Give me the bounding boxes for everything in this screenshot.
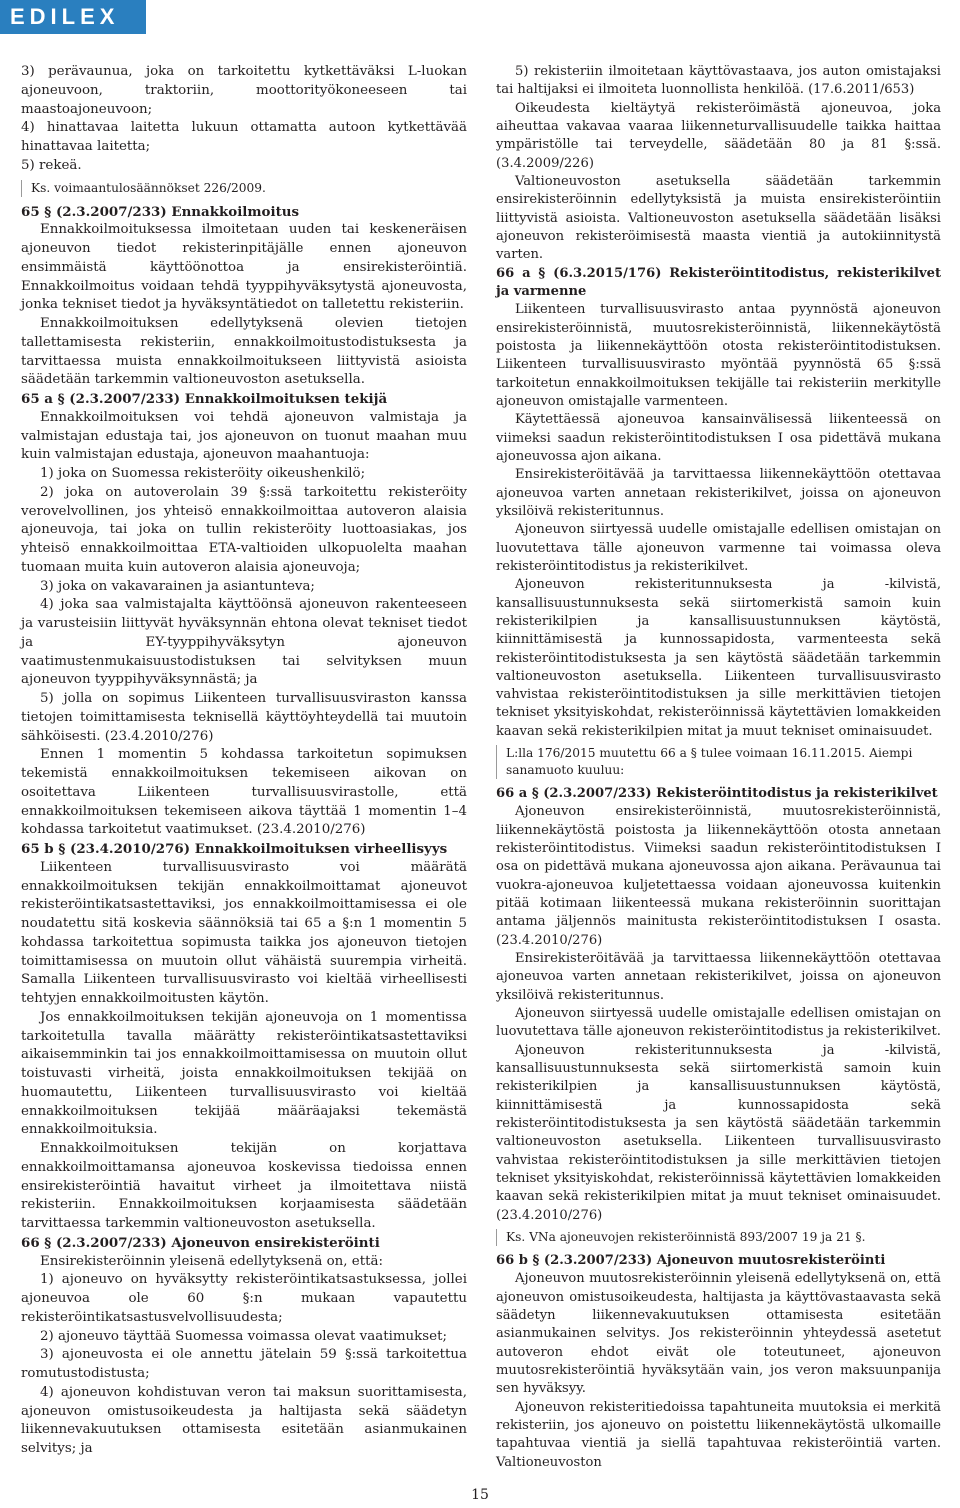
paragraph: 2) joka on autoverolain 39 §:ssä tarkoitettu rekisteröity verovelvollinen, jos yhteisö ennakkoilmoittaa autoveron alaisia ajoneuvoja, tai joka on tullin rekisteröity luottoasiakas, jos yhteisö ennakkoilmoittaa ETA-valtioiden ulkopuolelta maahan tuomaan muita kuin autoveron alaisia ajoneuvoja; (21, 484, 467, 575)
paragraph: 5) rekisteriin ilmoitetaan käyttövastaava, jos auton omistajaksi tai haltijaksi ei ilmoiteta luonnollista henkilöä. (17.6.2011/653) (496, 64, 941, 98)
edilex-logo[interactable] (0, 0, 146, 34)
editorial-note: L:lla 176/2015 muutettu 66 a § tulee voimaan 16.11.2015. Aiempi sanamuoto kuuluu: (496, 745, 941, 779)
paragraph: Ennakkoilmoituksen tekijän on korjattava ennakkoilmoittamansa ajoneuvoa koskevissa tiedoissa ennen ensirekisteröintiä havaitut virheet ja ilmoitettava niistä rekisteriin. Ennakkoilmoituksen korjaamisesta säädetään tarvittaessa tarkemmin valtioneuvoston asetuksella. (21, 1141, 467, 1231)
editorial-note: Ks. voimaantulosäännökset 226/2009. (21, 180, 467, 197)
page-number: 15 (471, 1487, 489, 1503)
section-heading: 66 § (2.3.2007/233) Ajoneuvon ensirekisteröinti (21, 1234, 380, 1251)
paragraph: Liikenteen turvallisuusvirasto voi määrätä ennakkoilmoituksen tekijän ennakkoilmoittamat ajoneuvot rekisteröintikatsastettaviksi, jos ennakkoilmoittamisessa ei ole noudatettu sitä koskevia säännöksiä tai 65 a §:n 1 momentin 5 kohdassa tarkoitettua sopimusta taikka jos ajoneuvon tietojen toimittamisessa on muutoin ollut vähäistä suurempia virheitä. Samalla Liikenteen turvallisuusvirasto voi kieltää virheellisesti tehtyjen ennakkoilmoitusten käytön. (21, 859, 467, 1006)
paragraph: Ensirekisteröinnin yleisenä edellytyksenä on, että: (40, 1253, 383, 1269)
paragraph: 5) jolla on sopimus Liikenteen turvallisuusviraston kanssa tietojen toimittamisesta teknisellä käyttöyhteydellä tai muutoin sähköisesti. (23.4.2010/276) (21, 691, 467, 744)
paragraph: Ajoneuvon rekisteritunnuksesta ja -kilvistä, kansallisuustunnuksesta sekä siirtomerkistä samoin kuin rekisterikilpien ja kansallisuustunnuksen käytöstä, kiinnittämisestä ja kunnossapidosta, varmenteesta sekä rekisteröintitodistuksesta ja sen käytöstä säädetään tarkemmin valtioneuvoston asetuksella. Liikenteen turvallisuusvirasto vahvistaa rekisteröintitodistuksen ja sille merkittävien tietojen tekniset yksityiskohdat, rekisteröinnissä käytettävien lomakkeiden kaavan sekä rekisterikilpien mitat ja muut tekniset ominaisuudet. (496, 577, 941, 739)
paragraph: Oikeudesta kieltäytyä rekisteröimästä ajoneuvoa, joka aiheuttaa vakavaa vaaraa liikenneturvallisuudelle taikka haittaa ympäristölle tai terveydelle, säädetään 80 ja 81 §:ssä. (3.4.2009/226) (496, 100, 941, 171)
paragraph: Ajoneuvon siirtyessä uudelle omistajalle edellisen omistajan on luovutettava tälle ajoneuvon varmenne tai voimassa oleva rekisteröintitodistus ja rekisterikilvet. (496, 522, 941, 574)
left-column (21, 63, 467, 1459)
paragraph: 3) ajoneuvosta ei ole annettu jätelain 59 §:ssä tarkoitettua romutustodistusta; (21, 1347, 467, 1381)
paragraph: Ensirekisteröitävää ja tarvittaessa liikennekäyttöön otettavaa ajoneuvoa varten annetaan rekisterikilvet, joissa on ajoneuvon yksilöivä rekisteritunnus. (496, 951, 941, 1003)
paragraph: Liikenteen turvallisuusvirasto antaa pyynnöstä ajoneuvon ensirekisteröinnistä, muutosrekisteröinnistä, liikennekäytöstä poistosta ja liikennekäyttöön otosta rekisteröintitodistuksen. Liikenteen turvallisuusvirasto myöntää pyynnöstä 65 §:ssä tarkoitetun ennakkoilmoituksen tekijälle tai rekisteriin merkitylle ajoneuvon omistajalle varmenteen. (496, 302, 941, 409)
paragraph: 2) ajoneuvo täyttää Suomessa voimassa olevat vaatimukset; (40, 1328, 447, 1344)
paragraph: Ajoneuvon muutosrekisteröinnin yleisenä edellytyksenä on, että ajoneuvon omistusoikeudesta, haltijasta ja käyttövastaavasta sekä säädetyn liikennevakuutuksen ottamisesta esitetään asianmukainen selvitys. Jos rekisteröinnin yhteydessä asetetut autoveron ehdot eivät ole toteutuneet, ajoneuvon muutosrekisteröintiä hyväksytään vain, jos veron maksuunpanija sen hyväksyy. (496, 1271, 941, 1397)
paragraph: 4) joka saa valmistajalta käyttöönsä ajoneuvon rakenteeseen ja varusteisiin liittyvät hyväksynnän ehtona olevat tekniset tiedot ja EY-tyyppihyväksytyn ajoneuvon vaatimustenmukaisuustodistuksen tai selvityksen muun ajoneuvon tyyppihyväksynnästä; ja (21, 597, 467, 688)
paragraph: 1) joka on Suomessa rekisteröity oikeushenkilö; (40, 466, 366, 481)
right-column (496, 63, 941, 1472)
paragraph: Ennakkoilmoituksessa ilmoitetaan uuden tai keskeneräisen ajoneuvon tiedot rekisterinpitäjälle ennen ajoneuvon ensimmäistä käyttöönottoa ja ensirekisteröintiä. Ennakkoilmoitus voidaan tehdä tyyppihyväksytystä ajoneuvosta, jonka tekniset tiedot ja hyväksyntätiedot on talletettu rekisteriin. (21, 222, 467, 313)
paragraph: Ajoneuvon siirtyessä uudelle omistajalle edellisen omistajan on luovutettava tälle ajoneuvon rekisteröintitodistus ja rekisterikilvet. (496, 1006, 941, 1040)
logo-text: EDILEX (10, 4, 120, 29)
paragraph: 5) rekeä. (21, 157, 82, 173)
paragraph: 4) hinattavaa laitetta lukuun ottamatta autoon kytkettävää hinattavaa laitetta; (21, 120, 467, 154)
paragraph: Ensirekisteröitävää ja tarvittaessa liikennekäyttöön otettavaa ajoneuvoa varten annetaan rekisterikilvet, joissa on ajoneuvon yksilöivä rekisteritunnus. (496, 467, 941, 519)
paragraph: 3) perävaunua, joka on tarkoitettu kytkettäväksi L-luokan ajoneuvoon, traktoriin, moottorityökoneeseen tai maastoajoneuvoon; (21, 64, 467, 117)
paragraph: Ajoneuvon rekisteritiedoissa tapahtuneita muutoksia ei merkitä rekisteriin, jos ajoneuvo on poistettu liikennekäytöstä ulkomaille tapahtuvaa vientiä ja siellä tapahtuvaa rekisteröintiä varten. Valtioneuvoston (496, 1399, 941, 1470)
section-heading: 66 b § (2.3.2007/233) Ajoneuvon muutosrekisteröinti (496, 1253, 886, 1269)
section-heading: 65 a § (2.3.2007/233) Ennakkoilmoituksen tekijä (21, 391, 388, 407)
paragraph: Ajoneuvon ensirekisteröinnistä, muutosrekisteröinnistä, liikennekäytöstä poistosta ja liikennekäyttöön otosta annetaan rekisteröintitodistus. Viimeksi saadun rekisteröintitodistuksen I osa on pidettävä mukana ajoneuvossa ajon aikana. Perävaunua tai vuokra-ajoneuvoa kuljetettaessa voidaan ajoneuvossa kuitenkin pitää kotimaan liikenteessä mukana rekisteröinnin suorittajan antama jäljennös mainitusta rekisteröintitodistuksen I osasta. (23.4.2010/276) (496, 804, 941, 948)
section-heading: 66 a § (6.3.2015/176) Rekisteröintitodistus, rekisterikilvet ja varmenne (496, 265, 941, 299)
paragraph: Ennakkoilmoituksen edellytyksenä olevien tietojen tallettamisesta rekisteriin, ennakkoilmoitustodistuksesta ja tarvittaessa muista ennakkoilmoitukseen liittyvistä asioista säädetään tarkemmin valtioneuvoston asetuksella. (21, 316, 467, 388)
paragraph: Jos ennakkoilmoituksen tekijän ajoneuvoja on 1 momentissa tarkoitetulla tavalla määrätty rekisteröintikatsastettaviksi aikaisemminkin tai jos ennakkoilmoittamisessa on muutoin ollut toistuvasti virheitä, joista ennakkoilmoituksen tekijää on huomautettu, Liikenteen turvallisuusvirasto voi kieltää ennakkoilmoituksen tekijää määräajaksi tekemästä ennakkoilmoituksia. (21, 1009, 467, 1138)
editorial-note: Ks. VNa ajoneuvojen rekisteröinnistä 893/2007 19 ja 21 §. (496, 1229, 941, 1246)
paragraph: Ennakkoilmoituksen voi tehdä ajoneuvon valmistaja ja valmistajan edustaja tai, jos ajoneuvon on tuonut maahan muu kuin valmistajan edustaja, ajoneuvon maahantuoja: (21, 409, 467, 463)
paragraph: 4) ajoneuvon kohdistuvan veron tai maksun suorittamisesta, ajoneuvon omistusoikeudesta ja haltijasta sekä säädetyn liikennevakuutuksen ottamisesta esitetään asianmukainen selvitys; ja (21, 1384, 467, 1456)
paragraph: 3) joka on vakavarainen ja asiantunteva; (40, 578, 315, 594)
paragraph: Käytettäessä ajoneuvoa kansainvälisessä liikenteessä on viimeksi saadun rekisteröintitodistuksen I osa pidettävä mukana ajoneuvossa ajon aikana. (496, 412, 941, 464)
section-heading: 65 b § (23.4.2010/276) Ennakkoilmoituksen virheellisyys (21, 841, 448, 857)
paragraph: 1) ajoneuvo on hyväksytty rekisteröintikatsastuksessa, jollei ajoneuvoa ole 60 §:n mukaan vapautettu rekisteröintikatsastusvelvollisuudesta; (21, 1272, 467, 1325)
section-heading: 65 § (2.3.2007/233) Ennakkoilmoitus (21, 203, 300, 220)
paragraph: Ennen 1 momentin 5 kohdassa tarkoitetun sopimuksen tekemistä ennakkoilmoituksen tekemiseen aikovan on osoitettava Liikenteen turvallisuusvirastolle, että ennakkoilmoituksen tekemiseen aikova täyttää 1 momentin 1–4 kohdassa tarkoitetut vaatimukset. (23.4.2010/276) (21, 747, 467, 838)
section-heading: 66 a § (2.3.2007/233) Rekisteröintitodistus ja rekisterikilvet (496, 786, 938, 802)
header-bar (0, 0, 960, 42)
paragraph: Ajoneuvon rekisteritunnuksesta ja -kilvistä, kansallisuustunnuksesta sekä siirtomerkistä samoin kuin rekisterikilpien ja kansallisuustunnuksen käytöstä, kiinnittämisestä ja kunnossapidosta sekä rekisteröintitodistuksesta ja sen käytöstä säädetään tarkemmin valtioneuvoston asetuksella. Liikenteen turvallisuusvirasto vahvistaa rekisteröintitodistuksen ja sille merkittävien tietojen tekniset yksityiskohdat, rekisteröinnissä käytettävien lomakkeiden kaavan sekä rekisterikilpien mitat ja muut tekniset ominaisuudet. (23.4.2010/276) (496, 1042, 941, 1223)
paragraph: Valtioneuvoston asetuksella säädetään tarkemmin ensirekisteröinnin edellytyksistä ja muista ensirekisteröintiin liittyvistä asioista. Valtioneuvoston asetuksella säädetään lisäksi ajoneuvon rekisteröimisestä maasta vientiä ja autokiinnitystä varten. (496, 173, 941, 263)
